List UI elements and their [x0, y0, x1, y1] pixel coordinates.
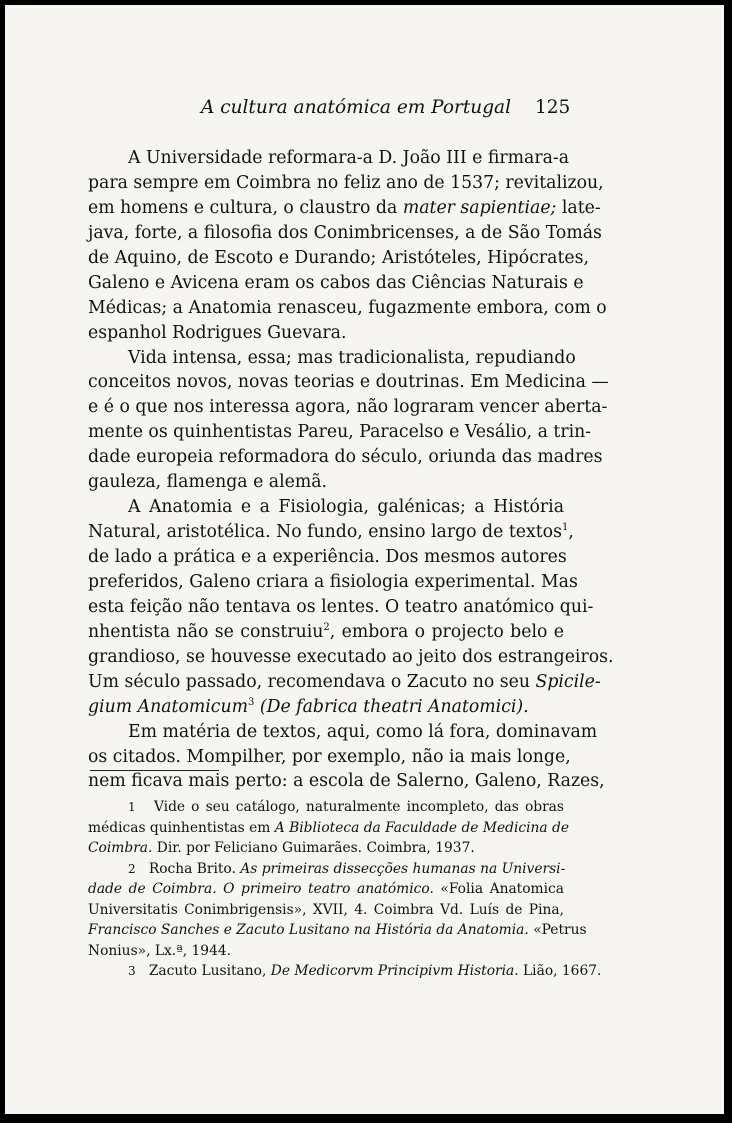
page-header: [5, 97, 724, 125]
text-span: Vide o seu catálogo, naturalmente incompleto, das obras: [153, 799, 564, 815]
latin-title: Spicile-: [535, 671, 601, 692]
running-title: A cultura anatómica em Portugal: [201, 97, 512, 118]
text-line: esta feição não tentava os lentes. O teatro anatómico qui-: [88, 596, 594, 617]
footnote-separator: [90, 770, 219, 771]
citation-title: A Biblioteca da Faculdade de Medicina de: [274, 819, 570, 836]
footnote-ref: 3: [247, 696, 255, 708]
footnote-number: 3: [128, 964, 136, 978]
text-span: Dir. por Feliciano Guimarães. Coimbra, 1937.: [156, 840, 475, 856]
text-line: [88, 196, 601, 221]
text-line: dade europeia reformadora do século, oriunda das madres: [88, 447, 603, 468]
footnote-ref: 2: [323, 622, 330, 634]
text-line: A Universidade reformara-a D. João III e firmara-a: [128, 148, 570, 168]
footnote-line: Universitatis Conimbrigensis», XVII, 4. Coimbra Vd. Luís de Pina,: [88, 901, 564, 918]
text-line: [88, 520, 574, 545]
text-line: Médicas; a Anatomia renasceu, fugazmente embora, com o: [88, 297, 607, 318]
footnote-line: [88, 920, 587, 941]
citation-title: De Medicorvm Principivm Historia.: [270, 963, 519, 979]
text-line: [88, 695, 564, 720]
text-span: médicas quinhentistas em: [88, 819, 271, 836]
text-span: Um século passado, recomendava o Zacuto no seu: [88, 671, 530, 692]
text-span: em homens e cultura, o claustro da: [88, 197, 398, 218]
text-line: e é o que nos interessa agora, não lograram vencer aberta-: [88, 397, 608, 418]
text-span: Lião, 1667.: [523, 963, 602, 979]
footnote-line: Nonius», Lx.ª, 1944.: [88, 942, 232, 959]
footnote-line: [88, 879, 564, 900]
citation-title: Coimbra.: [88, 840, 153, 856]
text-line: [88, 670, 601, 695]
text-span: Zacuto Lusitano,: [148, 963, 267, 979]
text-line: os citados. Mompilher, por exemplo, não ia mais longe,: [88, 746, 571, 767]
citation-title: dade de Coimbra. O primeiro teatro anatómico.: [88, 881, 434, 897]
footnote-line: [88, 859, 564, 880]
text-span: «Folia Anatomica: [440, 881, 564, 897]
text-line: de lado a prática e a experiência. Dos mesmos autores: [88, 547, 567, 567]
footnote-number: 2: [128, 861, 136, 876]
latin-phrase: mater sapientiae;: [402, 197, 557, 218]
text-span: «Petrus: [533, 922, 587, 938]
text-line: gauleza, flamenga e alemã.: [88, 472, 328, 493]
footnote-ref: 1: [561, 522, 569, 534]
text-line: conceitos novos, novas teorias e doutrinas. Em Medicina —: [88, 372, 609, 393]
text-line: Vida intensa, essa; mas tradicionalista, repudiando: [128, 347, 576, 368]
footnotes: [88, 797, 602, 982]
latin-title: gium Anatomicum: [88, 696, 248, 717]
text-line: mente os quinhentistas Pareu, Paracelso e Vesálio, a trin-: [88, 422, 592, 443]
citation-title: Francisco Sanches e Zacuto Lusitano na História da Anatomia.: [88, 922, 529, 938]
text-line: espanhol Rodrigues Guevara.: [88, 322, 347, 343]
text-line: Galeno e Avicena eram os cabos das Ciências Naturais e: [88, 272, 584, 293]
footnote-line: [88, 797, 564, 818]
text-line: grandioso, se houvesse executado ao jeito dos estrangeiros.: [88, 646, 614, 667]
footnote-line: [88, 818, 570, 839]
citation-title: As primeiras dissecções humanas na Universi-: [240, 860, 566, 877]
text-line: de Aquino, de Escoto e Durando; Aristóteles, Hipócrates,: [88, 247, 589, 268]
text-span: Rocha Brito.: [148, 860, 236, 877]
text-line: java, forte, a filosofia dos Conimbricenses, a de São Tomás: [88, 222, 602, 243]
text-line: [88, 620, 564, 645]
text-line: nem ficava mais perto: a escola de Salerno, Galeno, Razes,: [88, 771, 605, 792]
footnote-line: [88, 961, 602, 982]
text-span: Natural, aristotélica. No fundo, ensino largo de textos: [88, 522, 562, 543]
body-text: [88, 146, 614, 794]
text-span: late-: [556, 197, 601, 218]
text-line: A Anatomia e a Fisiologia, galénicas; a História: [128, 497, 564, 518]
book-page: [5, 5, 724, 1114]
latin-title: (De fabrica theatri Anatomici).: [259, 696, 529, 717]
text-line: Em matéria de textos, aqui, como lá fora, dominavam: [128, 721, 598, 742]
text-span: ,: [568, 522, 574, 543]
text-span: nhentista não se construiu: [88, 621, 324, 642]
footnote-number: 1: [128, 800, 136, 814]
text-line: preferidos, Galeno criara a fisiologia experimental. Mas: [88, 571, 578, 592]
text-span: , embora o projecto belo e: [329, 621, 564, 642]
text-line: para sempre em Coimbra no feliz ano de 1537; revitalizou,: [88, 172, 604, 193]
page-number: 125: [535, 97, 571, 118]
footnote-line: [88, 838, 564, 859]
